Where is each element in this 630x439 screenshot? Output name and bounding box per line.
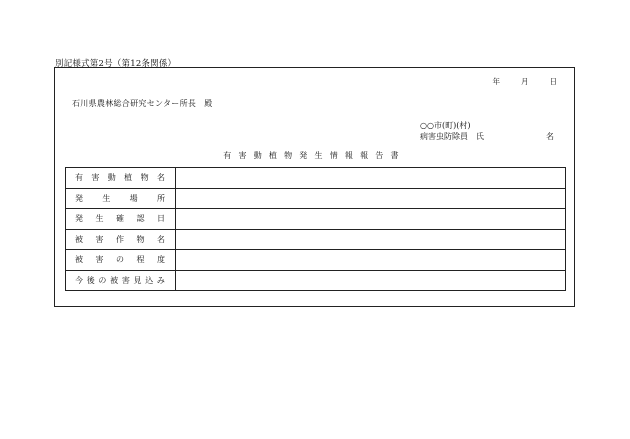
row-label-cell: [66, 270, 176, 291]
report-table: [65, 167, 566, 291]
row-label: 今 後 の 被 害 見 込 み: [75, 275, 165, 285]
row-label-cell: [66, 229, 176, 250]
row-value-field[interactable]: [176, 270, 566, 291]
sender-block: [420, 120, 554, 142]
row-value-field[interactable]: [176, 229, 566, 250]
row-value-field[interactable]: [176, 250, 566, 271]
sender-surname-label: 氏: [476, 132, 484, 141]
addressee-name: 石川県農林総合研究センター所長: [72, 99, 197, 108]
row-label-cell: [66, 168, 176, 189]
addressee-suffix: 殿: [204, 99, 213, 108]
row-label: 発 生 確 認 日: [75, 214, 165, 224]
table-row: [66, 209, 566, 230]
date-year-label: 年: [492, 77, 500, 86]
row-value-field[interactable]: [176, 168, 566, 189]
row-value-field[interactable]: [176, 209, 566, 230]
sender-name-row: [420, 131, 554, 142]
row-label: 有 害 動 植 物 名: [75, 173, 165, 183]
row-label: 被 害 作 物 名: [75, 234, 165, 244]
table-row: [66, 229, 566, 250]
sender-given-name-label: 名: [546, 132, 554, 141]
sender-municipality: ○○市(町)(村): [420, 121, 471, 130]
table-row: [66, 270, 566, 291]
row-label-cell: [66, 250, 176, 271]
row-value-field[interactable]: [176, 188, 566, 209]
date-month-label: 月: [521, 77, 529, 86]
addressee: [72, 98, 213, 109]
row-label-cell: [66, 188, 176, 209]
date-line: [493, 76, 558, 87]
row-label: 被 害 の 程 度: [75, 255, 165, 265]
table-row: [66, 168, 566, 189]
table-row: [66, 188, 566, 209]
form-number-note: 別記様式第2号（第12条関係）: [55, 59, 177, 69]
table-row: [66, 250, 566, 271]
date-day-label: 日: [549, 77, 557, 86]
row-label-cell: [66, 209, 176, 230]
document-title: 有害動植物発生情報報告書: [223, 151, 406, 160]
report-form: [54, 67, 575, 307]
sender-title: 病害虫防除員: [420, 132, 468, 141]
row-label: 発 生 場 所: [75, 193, 165, 203]
